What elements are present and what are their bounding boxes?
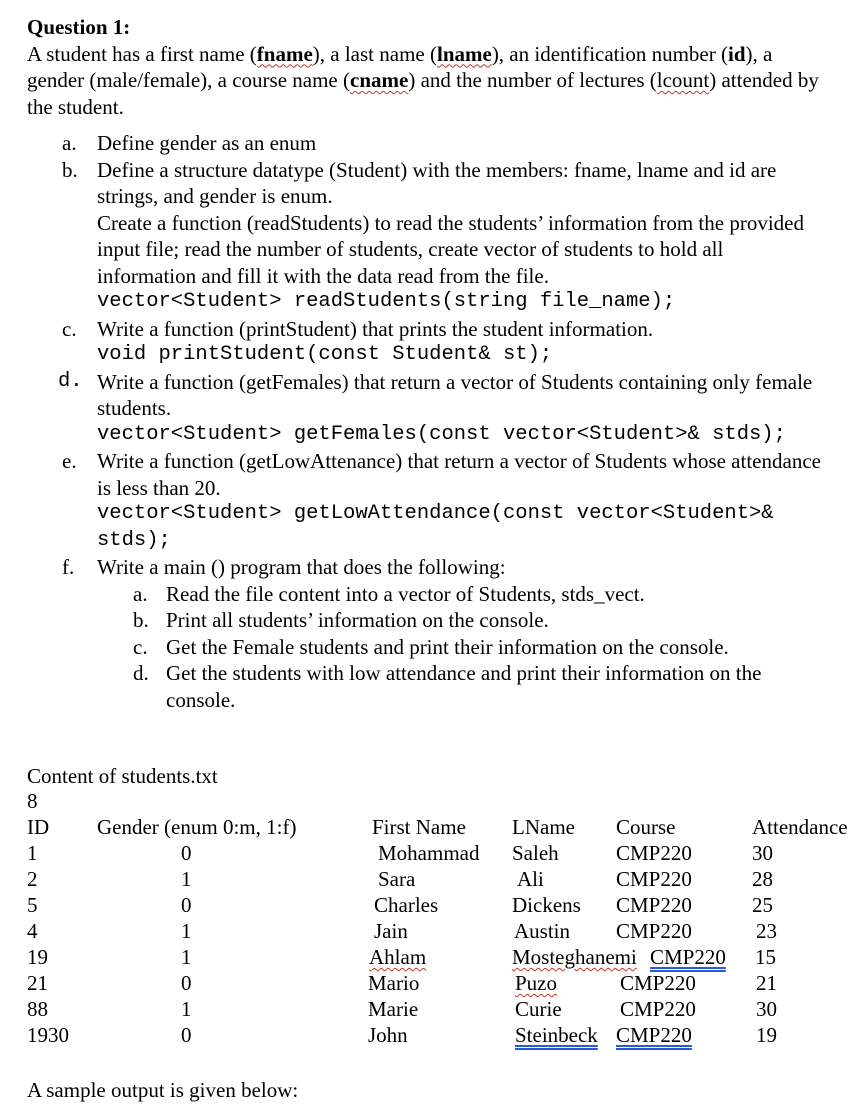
table-row: 19 1 Ahlam Mosteghanemi CMP220 15 <box>27 945 776 969</box>
sample-output-caption: A sample output is given below: <box>27 1078 299 1102</box>
list-item: e. Write a function (getLowAttenance) that return a vector of Students whose attendance is less than 20. vector<Student> getLowAttendance(const vector<Student>& stds); <box>27 448 827 554</box>
item-text: Write a function (printStudent) that prints the student information. <box>97 316 654 341</box>
table-row: 88 1 Marie Curie CMP220 30 <box>27 997 777 1021</box>
header-first-name: First Name <box>372 815 466 839</box>
table-row: 4 1 Jain Austin CMP220 23 <box>27 919 777 943</box>
item-text: Define gender as an enum <box>97 131 317 155</box>
sub-item: d. Get the students with low attendance and print their information on the console. <box>133 661 762 712</box>
sub-item: b. Print all students’ information on the console. <box>133 608 549 632</box>
file-count-row <box>27 788 827 814</box>
code-signature: void printStudent(const Student& st); <box>97 343 553 366</box>
item-text: Write a function (getLowAttenance) that return a vector of Students whose attendance is less than 20. <box>97 449 821 500</box>
term-cname: cname <box>350 68 409 92</box>
document-page <box>27 14 827 713</box>
table-row: 1930 0 John Steinbeck CMP220 19 <box>27 1023 777 1047</box>
list-item: b. Define a structure datatype (Student) with the members: fname, lname and id are strings, and gender is enum. Create a function (readStudents) to read the students’ information from the provided input file; read the number of students, create vector of students to hold all information and fill it with the data read from the file. vector<Student> readStudents(string file_name); <box>27 157 827 316</box>
table-row: 1 0 Mohammad Saleh CMP220 30 <box>27 841 773 865</box>
code-signature: vector<Student> getFemales(const vector<Student>& stds); <box>97 422 786 446</box>
list-item: a. Define gender as an enum <box>62 131 317 155</box>
term-fname: fname <box>256 41 313 66</box>
task-list <box>27 130 827 713</box>
item-text: Create a function (readStudents) to read the students’ information from the provided input file; read the number of students, create vector of students to hold all information and fill it with the data read from the file. <box>97 210 804 288</box>
item-text: Write a function (getFemales) that return a vector of Students containing only female students. <box>97 369 813 420</box>
table-header <box>27 814 848 840</box>
item-text: Write a main () program that does the following: <box>97 555 506 579</box>
header-course: Course <box>616 815 676 839</box>
sub-item: a. Read the file content into a vector of Students, stds_vect. <box>133 581 645 606</box>
table-row: 5 0 Charles Dickens CMP220 25 <box>27 893 773 917</box>
file-title: Content of students.txt <box>27 764 218 788</box>
list-item: c. Write a function (printStudent) that prints the student information. void printStudent(const Student& st); <box>27 316 827 369</box>
table-row: 21 0 Mario Puzo CMP220 21 <box>27 971 777 995</box>
item-text: Define a structure datatype (Student) with the members: fname, lname and id are strings, and gender is enum. <box>97 157 777 208</box>
list-item: d. Write a function (getFemales) that return a vector of Students containing only female students. vector<Student> getFemales(const vector<Student>& stds); <box>27 369 827 449</box>
table-row: 2 1 Sara Ali CMP220 28 <box>27 867 773 891</box>
header-id: ID <box>27 815 50 839</box>
question-intro: A student has a first name (fname), a last name (lname), an identification number (id), a gender (male/female), a course name (cname) and the number of lectures (lcount) attended by the student. <box>27 41 819 119</box>
code-signature: vector<Student> getLowAttendance(const vector<Student>& <box>97 502 774 525</box>
question-title: Question 1: <box>27 15 131 39</box>
term-lcount: lcount <box>656 68 710 92</box>
list-item: f. Write a main () program that does the following: <box>27 554 827 581</box>
code-signature: vector<Student> readStudents(string file_name); <box>97 290 676 313</box>
term-id: id <box>727 41 746 66</box>
header-last-name: LName <box>512 815 575 839</box>
term-lname: lname <box>436 41 492 66</box>
sub-item: c. Get the Female students and print their information on the console. <box>133 634 729 659</box>
code-signature: stds); <box>97 528 171 552</box>
header-gender: Gender (enum 0:m, 1:f) <box>97 815 297 839</box>
students-file-table <box>27 788 848 1048</box>
header-attendance: Attendance <box>752 815 848 839</box>
student-count: 8 <box>27 789 38 813</box>
